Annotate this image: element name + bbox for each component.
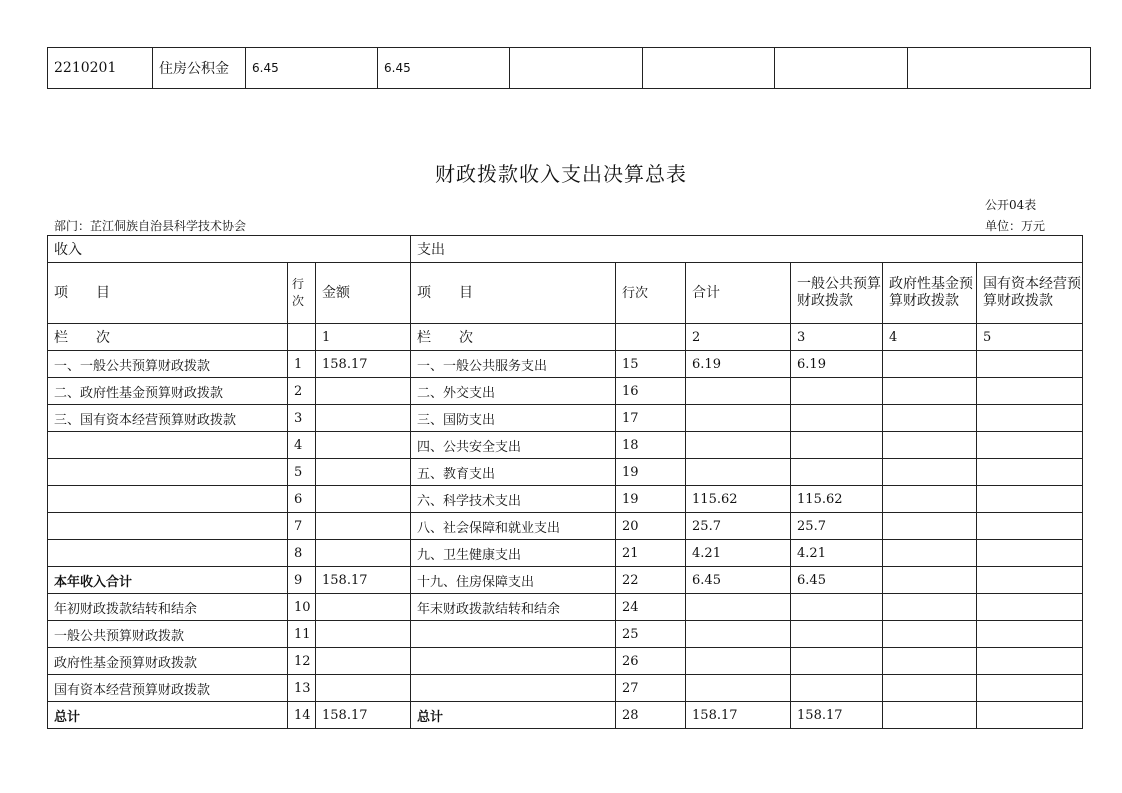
column-number: 5 [977, 324, 1083, 351]
fund-budget-amount [883, 702, 977, 729]
expense-item [411, 648, 616, 675]
expense-item: 六、科学技术支出 [411, 486, 616, 513]
column-header-row [48, 263, 1083, 324]
income-item: 年初财政拨款结转和结余 [48, 594, 288, 621]
expense-line-header: 行次 [616, 263, 686, 324]
empty-cell [908, 48, 1091, 89]
expense-item: 三、国防支出 [411, 405, 616, 432]
empty-cell [288, 324, 316, 351]
fund-budget-header: 政府性基金预算财政拨款 [883, 263, 977, 324]
empty-cell [616, 324, 686, 351]
income-line-number: 10 [288, 594, 316, 621]
empty-cell [775, 48, 908, 89]
total-amount [686, 432, 791, 459]
income-amount: 158.17 [316, 702, 411, 729]
expense-line-number: 26 [616, 648, 686, 675]
general-budget-amount [791, 378, 883, 405]
previous-table-fragment [47, 47, 1091, 89]
expense-line-number: 15 [616, 351, 686, 378]
state-capital-amount [977, 648, 1083, 675]
table-row [48, 702, 1083, 729]
income-item-header: 项 目 [48, 263, 288, 324]
fund-budget-amount [883, 540, 977, 567]
income-amount [316, 459, 411, 486]
fund-budget-amount [883, 486, 977, 513]
expense-item: 四、公共安全支出 [411, 432, 616, 459]
income-item: 政府性基金预算财政拨款 [48, 648, 288, 675]
column-number: 1 [316, 324, 411, 351]
total-amount: 25.7 [686, 513, 791, 540]
expense-item-header: 项 目 [411, 263, 616, 324]
table-row [48, 675, 1083, 702]
table-row [48, 405, 1083, 432]
table-row [48, 486, 1083, 513]
income-section-header: 收入 [48, 236, 411, 263]
income-item: 一、一般公共预算财政拨款 [48, 351, 288, 378]
income-line-number: 13 [288, 675, 316, 702]
total-amount: 158.17 [686, 702, 791, 729]
expense-line-number: 19 [616, 486, 686, 513]
income-amount-header: 金额 [316, 263, 411, 324]
general-budget-amount: 158.17 [791, 702, 883, 729]
expense-line-number: 19 [616, 459, 686, 486]
income-item [48, 540, 288, 567]
income-line-header: 行次 [288, 263, 316, 324]
fund-budget-amount [883, 594, 977, 621]
income-line-number: 6 [288, 486, 316, 513]
income-line-number: 9 [288, 567, 316, 594]
income-item: 三、国有资本经营预算财政拨款 [48, 405, 288, 432]
expense-line-number: 25 [616, 621, 686, 648]
state-capital-amount [977, 594, 1083, 621]
expense-line-number: 17 [616, 405, 686, 432]
income-item: 本年收入合计 [48, 567, 288, 594]
general-budget-amount [791, 675, 883, 702]
income-item [48, 486, 288, 513]
expense-line-number: 18 [616, 432, 686, 459]
total-amount [686, 378, 791, 405]
total-header: 合计 [686, 263, 791, 324]
total-amount [686, 594, 791, 621]
table-row [48, 648, 1083, 675]
expense-line-number: 28 [616, 702, 686, 729]
fund-budget-amount [883, 432, 977, 459]
income-line-number: 2 [288, 378, 316, 405]
income-amount [316, 513, 411, 540]
state-capital-amount [977, 702, 1083, 729]
general-budget-amount: 6.19 [791, 351, 883, 378]
table-row [48, 513, 1083, 540]
income-line-number: 4 [288, 432, 316, 459]
amount-cell: 6.45 [246, 48, 378, 89]
general-budget-header: 一般公共预算财政拨款 [791, 263, 883, 324]
state-capital-amount [977, 621, 1083, 648]
total-amount [686, 405, 791, 432]
subject-name: 住房公积金 [153, 48, 246, 89]
general-budget-amount [791, 594, 883, 621]
income-item [48, 513, 288, 540]
general-budget-amount [791, 432, 883, 459]
expense-item: 九、卫生健康支出 [411, 540, 616, 567]
state-capital-amount [977, 486, 1083, 513]
fund-budget-amount [883, 513, 977, 540]
subject-code: 2210201 [48, 48, 153, 89]
expense-line-number: 24 [616, 594, 686, 621]
state-capital-header: 国有资本经营预算财政拨款 [977, 263, 1083, 324]
fund-budget-amount [883, 648, 977, 675]
general-budget-amount [791, 648, 883, 675]
expense-item: 十九、住房保障支出 [411, 567, 616, 594]
table-row [48, 378, 1083, 405]
general-budget-amount: 115.62 [791, 486, 883, 513]
column-label: 栏 次 [48, 324, 288, 351]
expense-item: 年末财政拨款结转和结余 [411, 594, 616, 621]
expense-line-number: 27 [616, 675, 686, 702]
department-label: 部门：芷江侗族自治县科学技术协会 [54, 219, 247, 233]
state-capital-amount [977, 540, 1083, 567]
fiscal-appropriation-table [47, 235, 1083, 729]
column-number: 3 [791, 324, 883, 351]
state-capital-amount [977, 459, 1083, 486]
income-item [48, 432, 288, 459]
empty-cell [510, 48, 643, 89]
state-capital-amount [977, 378, 1083, 405]
income-line-number: 1 [288, 351, 316, 378]
total-amount: 115.62 [686, 486, 791, 513]
income-amount [316, 648, 411, 675]
income-amount [316, 378, 411, 405]
income-amount [316, 432, 411, 459]
fund-budget-amount [883, 621, 977, 648]
income-item: 国有资本经营预算财政拨款 [48, 675, 288, 702]
expense-item: 二、外交支出 [411, 378, 616, 405]
income-line-number: 14 [288, 702, 316, 729]
total-amount [686, 621, 791, 648]
expense-item: 一、一般公共服务支出 [411, 351, 616, 378]
state-capital-amount [977, 567, 1083, 594]
total-amount [686, 459, 791, 486]
income-line-number: 12 [288, 648, 316, 675]
income-amount [316, 405, 411, 432]
state-capital-amount [977, 351, 1083, 378]
unit-label: 单位：万元 [985, 219, 1046, 233]
income-item [48, 459, 288, 486]
table-row [48, 621, 1083, 648]
income-item: 二、政府性基金预算财政拨款 [48, 378, 288, 405]
state-capital-amount [977, 675, 1083, 702]
total-amount [686, 648, 791, 675]
general-budget-amount: 6.45 [791, 567, 883, 594]
state-capital-amount [977, 513, 1083, 540]
expense-item [411, 621, 616, 648]
total-amount: 6.19 [686, 351, 791, 378]
income-item: 总计 [48, 702, 288, 729]
income-amount [316, 486, 411, 513]
document-title: 财政拨款收入支出决算总表 [435, 162, 687, 186]
table-row [48, 594, 1083, 621]
table-row [48, 567, 1083, 594]
fund-budget-amount [883, 378, 977, 405]
expense-line-number: 20 [616, 513, 686, 540]
expense-line-number: 22 [616, 567, 686, 594]
table-row [48, 351, 1083, 378]
income-amount [316, 594, 411, 621]
income-amount [316, 621, 411, 648]
total-amount: 6.45 [686, 567, 791, 594]
column-number-row [48, 324, 1083, 351]
income-item: 一般公共预算财政拨款 [48, 621, 288, 648]
general-budget-amount: 25.7 [791, 513, 883, 540]
fund-budget-amount [883, 459, 977, 486]
general-budget-amount [791, 621, 883, 648]
table-row [48, 48, 1091, 89]
fund-budget-amount [883, 675, 977, 702]
income-amount [316, 675, 411, 702]
section-header-row [48, 236, 1083, 263]
general-budget-amount: 4.21 [791, 540, 883, 567]
income-line-number: 8 [288, 540, 316, 567]
income-amount: 158.17 [316, 351, 411, 378]
fund-budget-amount [883, 567, 977, 594]
income-line-number: 5 [288, 459, 316, 486]
table-row [48, 432, 1083, 459]
empty-cell [643, 48, 775, 89]
total-amount [686, 675, 791, 702]
column-number: 2 [686, 324, 791, 351]
expense-item: 八、社会保障和就业支出 [411, 513, 616, 540]
general-budget-amount [791, 459, 883, 486]
column-label: 栏 次 [411, 324, 616, 351]
table-row [48, 459, 1083, 486]
fund-budget-amount [883, 405, 977, 432]
column-number: 4 [883, 324, 977, 351]
state-capital-amount [977, 405, 1083, 432]
expense-line-number: 21 [616, 540, 686, 567]
general-budget-amount [791, 405, 883, 432]
expense-item [411, 675, 616, 702]
total-amount: 4.21 [686, 540, 791, 567]
income-line-number: 7 [288, 513, 316, 540]
table-row [48, 540, 1083, 567]
income-line-number: 3 [288, 405, 316, 432]
expense-section-header: 支出 [411, 236, 1083, 263]
form-number: 公开04表 [985, 198, 1037, 212]
state-capital-amount [977, 432, 1083, 459]
expense-line-number: 16 [616, 378, 686, 405]
fund-budget-amount [883, 351, 977, 378]
expense-item: 五、教育支出 [411, 459, 616, 486]
income-amount [316, 540, 411, 567]
expense-item: 总计 [411, 702, 616, 729]
amount-cell: 6.45 [378, 48, 510, 89]
income-line-number: 11 [288, 621, 316, 648]
income-amount: 158.17 [316, 567, 411, 594]
